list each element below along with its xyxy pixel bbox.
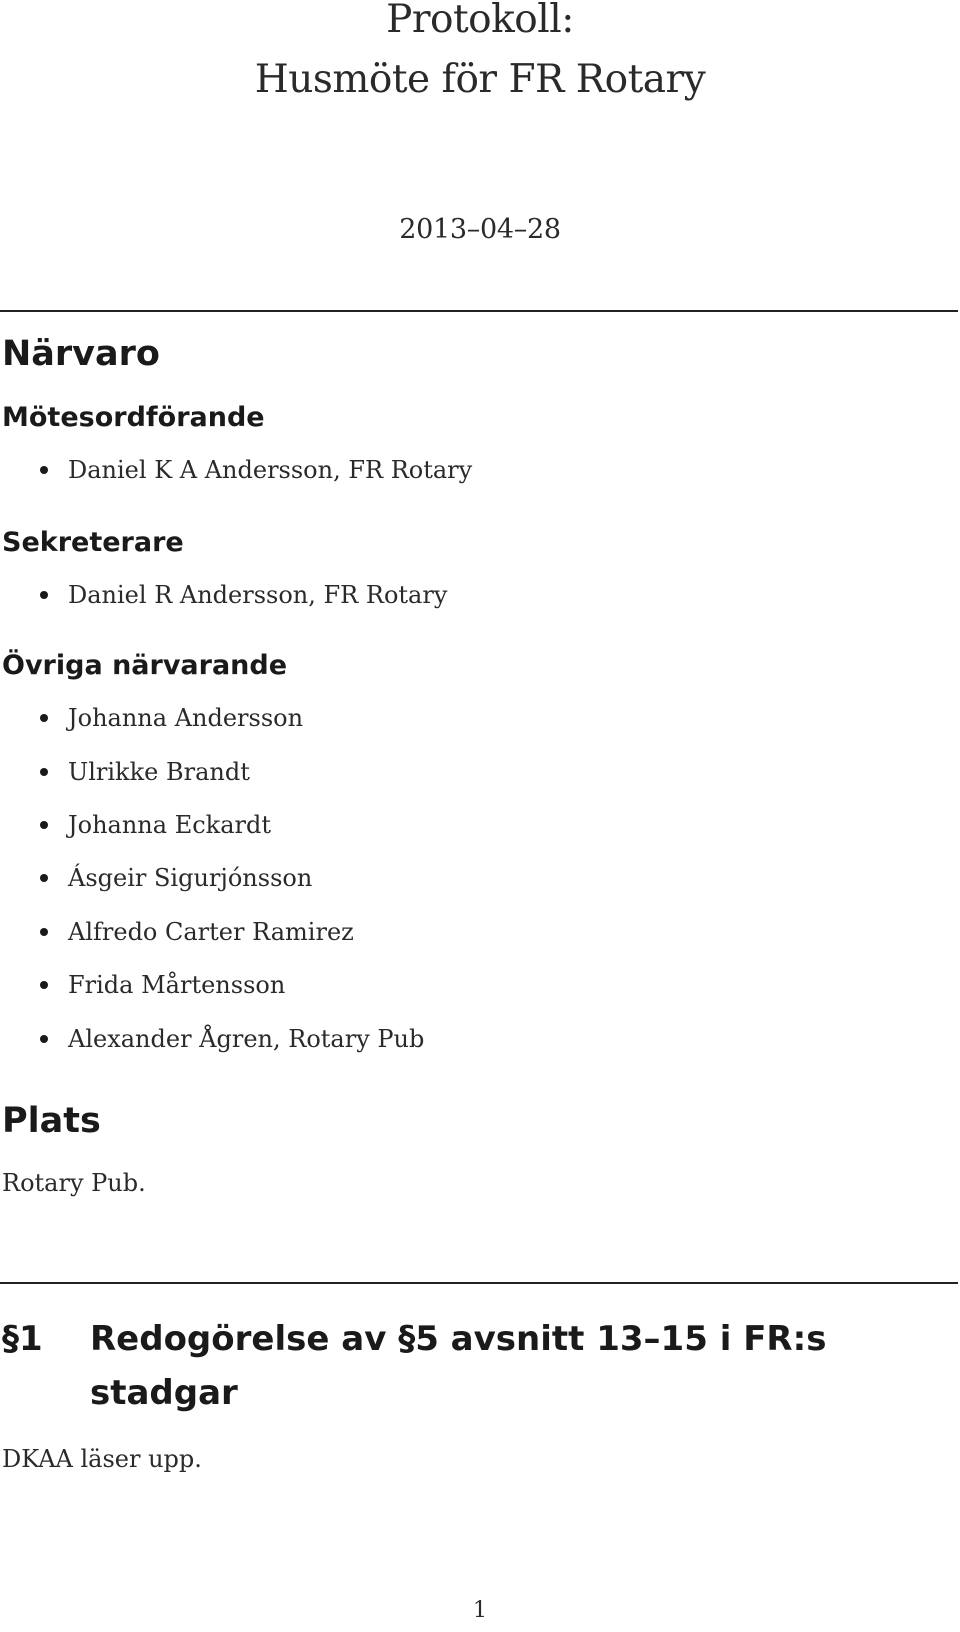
list-item-text: Alexander Ågren, Rotary Pub [68, 1025, 425, 1053]
list-item-text: Daniel K A Andersson, FR Rotary [68, 456, 473, 484]
bullet-icon [40, 714, 48, 722]
bullet-icon [40, 1035, 48, 1043]
list-item-text: Johanna Eckardt [68, 811, 271, 839]
subheading-sekreterare: Sekreterare [2, 527, 184, 558]
horizontal-rule [0, 1282, 958, 1284]
bullet-icon [40, 591, 48, 599]
bullet-icon [40, 768, 48, 776]
horizontal-rule [0, 310, 958, 312]
list-item-text: Johanna Andersson [68, 704, 304, 732]
list-item-text: Daniel R Andersson, FR Rotary [68, 581, 448, 609]
list-item-text: Ulrikke Brandt [68, 758, 250, 786]
document-title-line-1: Protokoll: [386, 0, 574, 42]
list-item [40, 917, 354, 947]
list-item [40, 863, 312, 893]
subheading-motesordforande: Mötesordförande [2, 402, 265, 433]
section-number: §1 [2, 1319, 43, 1359]
list-item-text: Frida Mårtensson [68, 971, 286, 999]
list-item [40, 703, 303, 733]
list-item [40, 810, 271, 840]
section-heading-plats: Plats [2, 1101, 101, 1141]
document-date: 2013–04–28 [399, 214, 561, 245]
page-number: 1 [473, 1598, 487, 1623]
plats-text: Rotary Pub. [2, 1169, 146, 1197]
list-item-text: Alfredo Carter Ramirez [68, 918, 354, 946]
bullet-icon [40, 821, 48, 829]
list-item [40, 970, 285, 1000]
section-heading-narvaro: Närvaro [2, 334, 160, 374]
bullet-icon [40, 928, 48, 936]
list-item-text: Ásgeir Sigurjónsson [68, 864, 313, 892]
bullet-icon [40, 981, 48, 989]
list-item [40, 580, 447, 610]
list-item [40, 757, 250, 787]
list-item [40, 455, 472, 485]
list-item [40, 1024, 424, 1054]
section-title: Redogörelse av §5 avsnitt 13–15 i FR:s stadgar [90, 1319, 827, 1413]
bullet-icon [40, 466, 48, 474]
subheading-ovriga-narvarande: Övriga närvarande [2, 650, 288, 681]
bullet-icon [40, 874, 48, 882]
document-title-line-2: Husmöte för FR Rotary [254, 57, 706, 102]
section-1-text: DKAA läser upp. [2, 1445, 202, 1473]
